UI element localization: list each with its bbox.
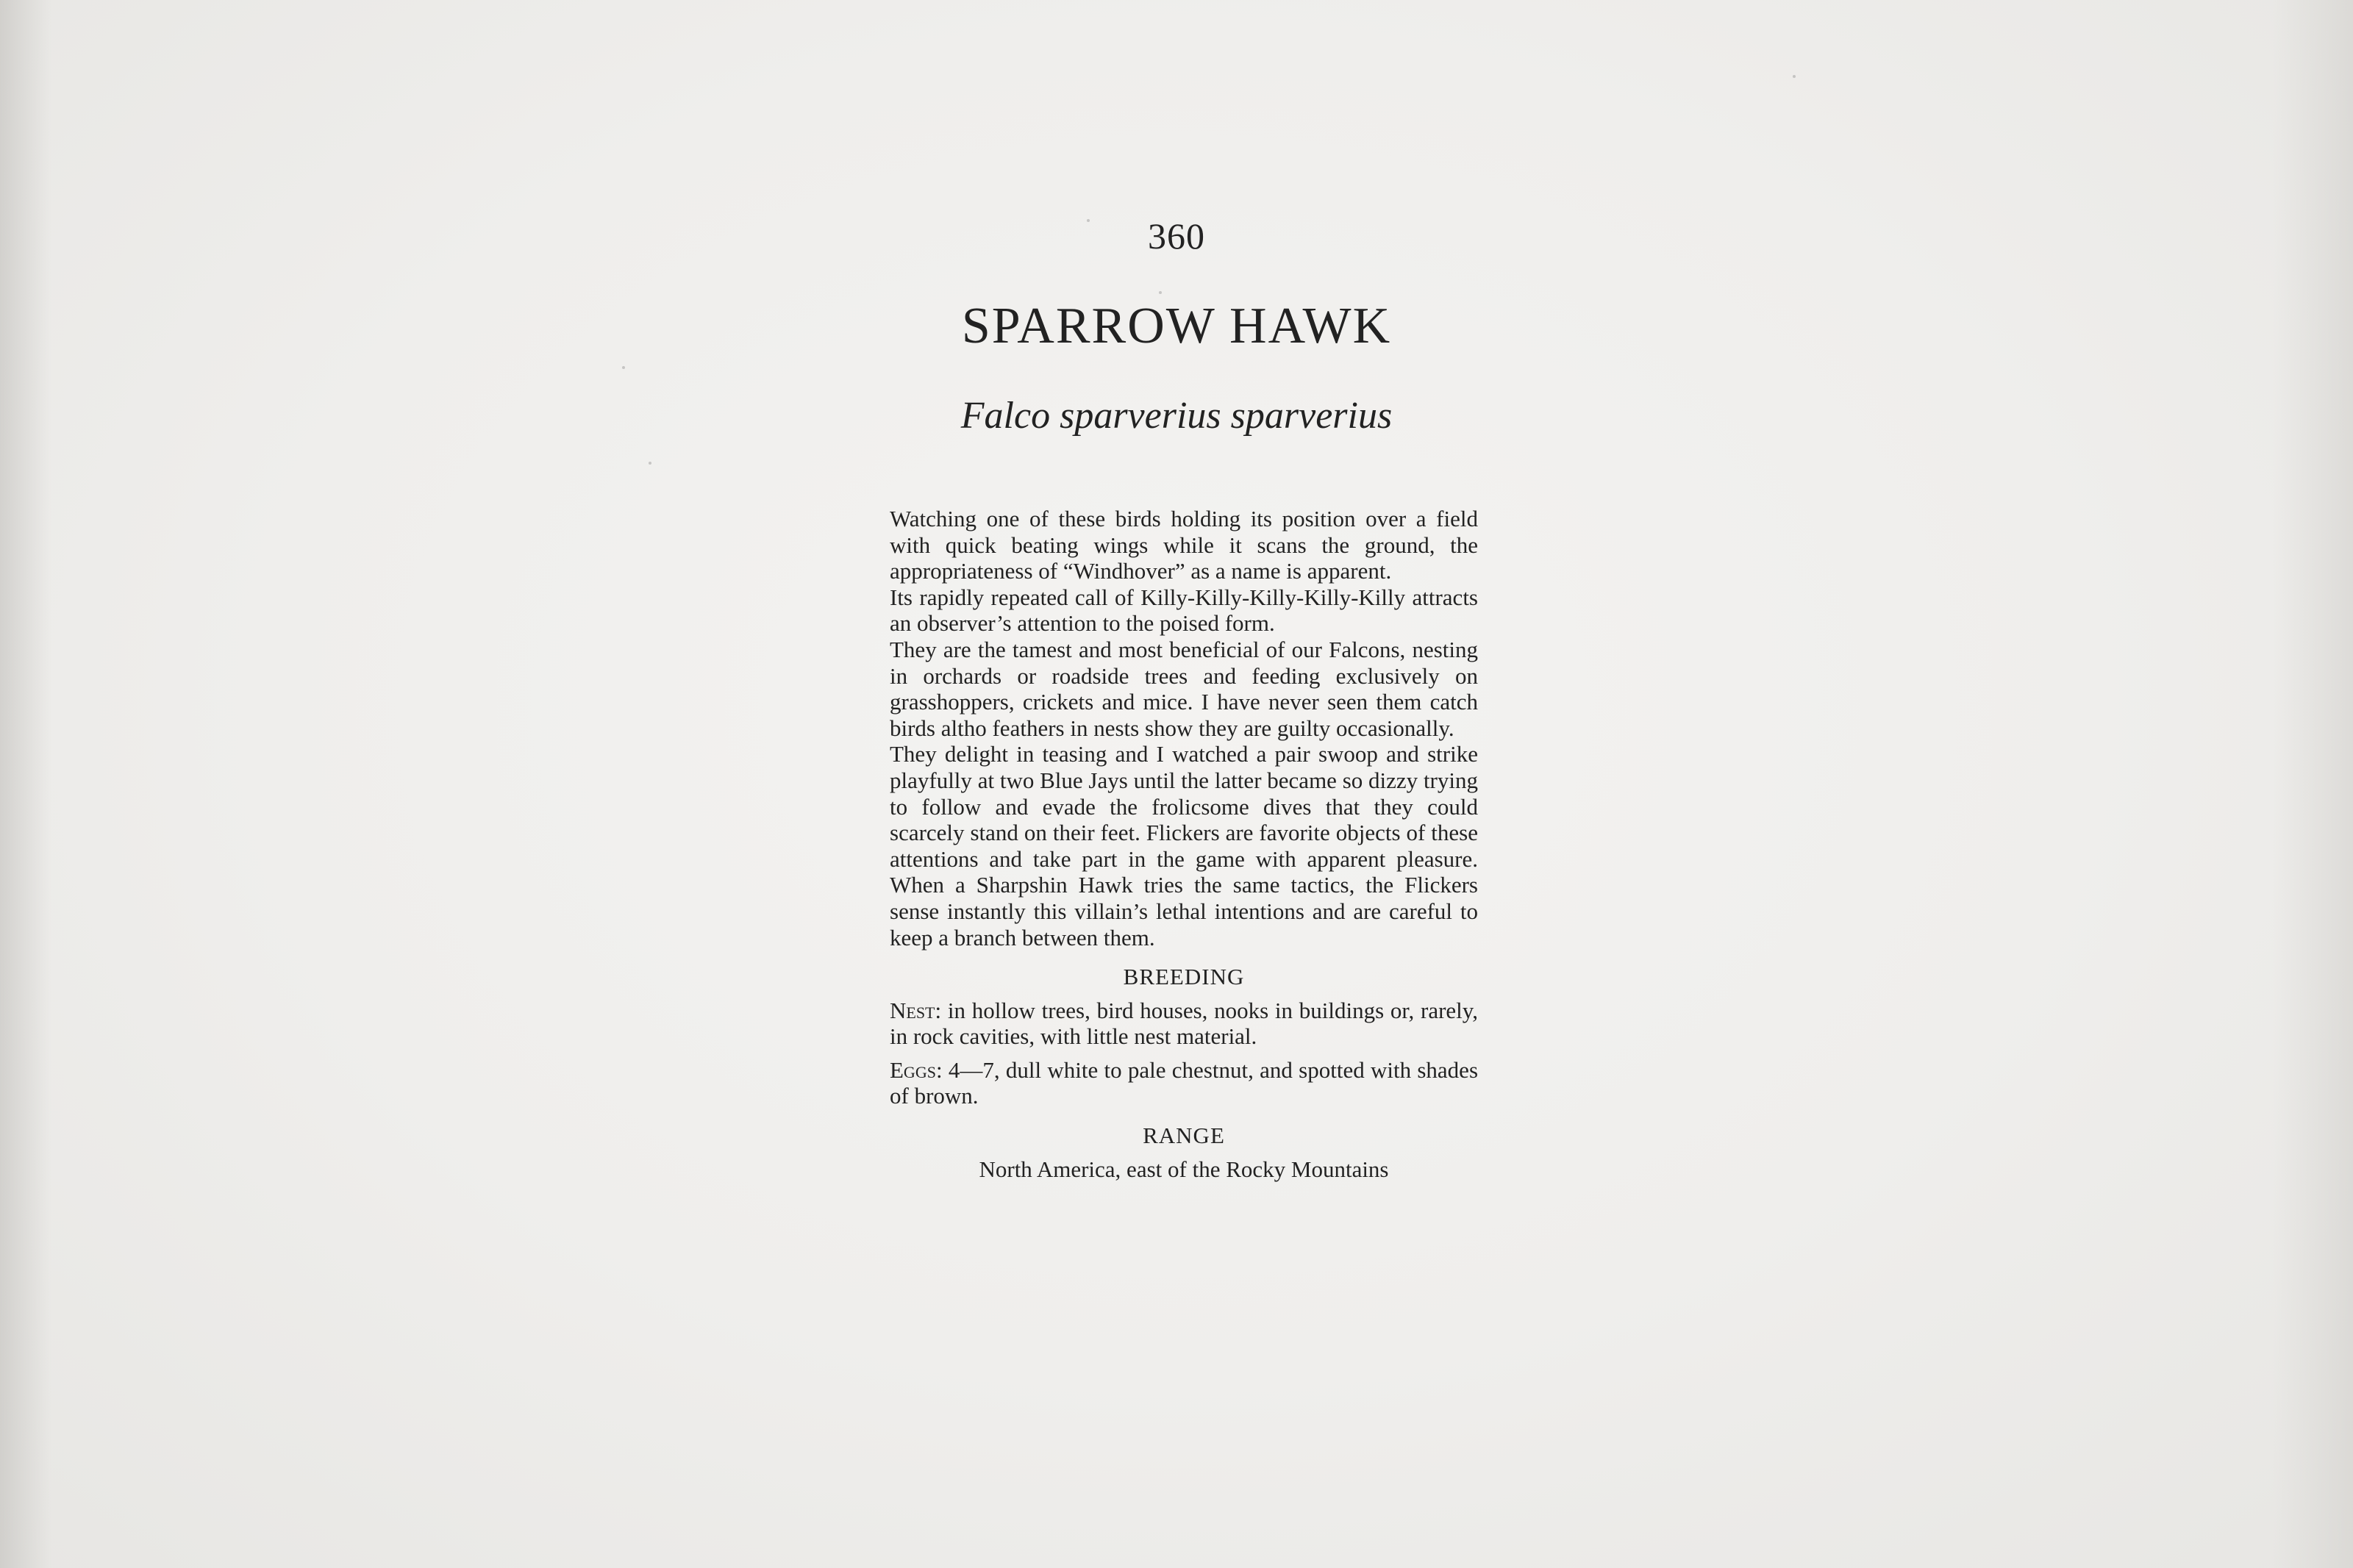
paper-speck [1159, 291, 1162, 294]
eggs-text: 4—7, dull white to pale chestnut, and spotted with shades of brown. [890, 1056, 1479, 1109]
paper-speck [1793, 75, 1796, 78]
page-number: 360 [1148, 215, 1205, 257]
page-title: SPARROW HAWK [961, 298, 1392, 354]
range-text: North America, east of the Rocky Mountains [979, 1156, 1389, 1182]
scientific-name: Falco sparverius sparverius [960, 395, 1393, 437]
paragraph: They are the tamest and most beneficial of our Falcons, nesting in orchards or roadside trees and feeding exclusively on grasshoppers, crickets and mice. I have never seen them catch birds altho feathers in nests show they are guilty occasionally. [890, 636, 1478, 741]
nest-text: in hollow trees, bird houses, nooks in buildings or, rarely, in rock cavities, with little nest material. [890, 997, 1479, 1050]
nest-label: Nest: [890, 997, 942, 1023]
breeding-heading: BREEDING [1123, 964, 1245, 990]
paper-speck [649, 462, 651, 465]
eggs-entry [890, 1057, 1478, 1109]
eggs-label: Eggs: [890, 1056, 943, 1083]
paragraph: Watching one of these birds holding its position over a field with quick beating wings while it scans the ground, the appropriateness of “Windhover” as a name is apparent. [890, 506, 1478, 584]
paragraph: They delight in teasing and I watched a pair swoop and strike playfully at two Blue Jays until the latter became so dizzy trying to follow and evade the frolicsome dives that they could scarcely stand on their feet. Flickers are favorite objects of these attentions and take part in the game with apparent pleasure. When a Sharpshin Hawk tries the same tactics, the Flickers sense instantly this villain’s lethal intentions and are careful to keep a branch between them. [890, 741, 1478, 951]
range-heading: RANGE [1143, 1123, 1225, 1149]
paper-speck [622, 366, 625, 369]
paragraph: Its rapidly repeated call of Killy-Killy-Killy-Killy-Killy attracts an observer’s attention to the poised form. [890, 584, 1478, 637]
body-text [890, 506, 1478, 1182]
nest-entry [890, 998, 1478, 1050]
